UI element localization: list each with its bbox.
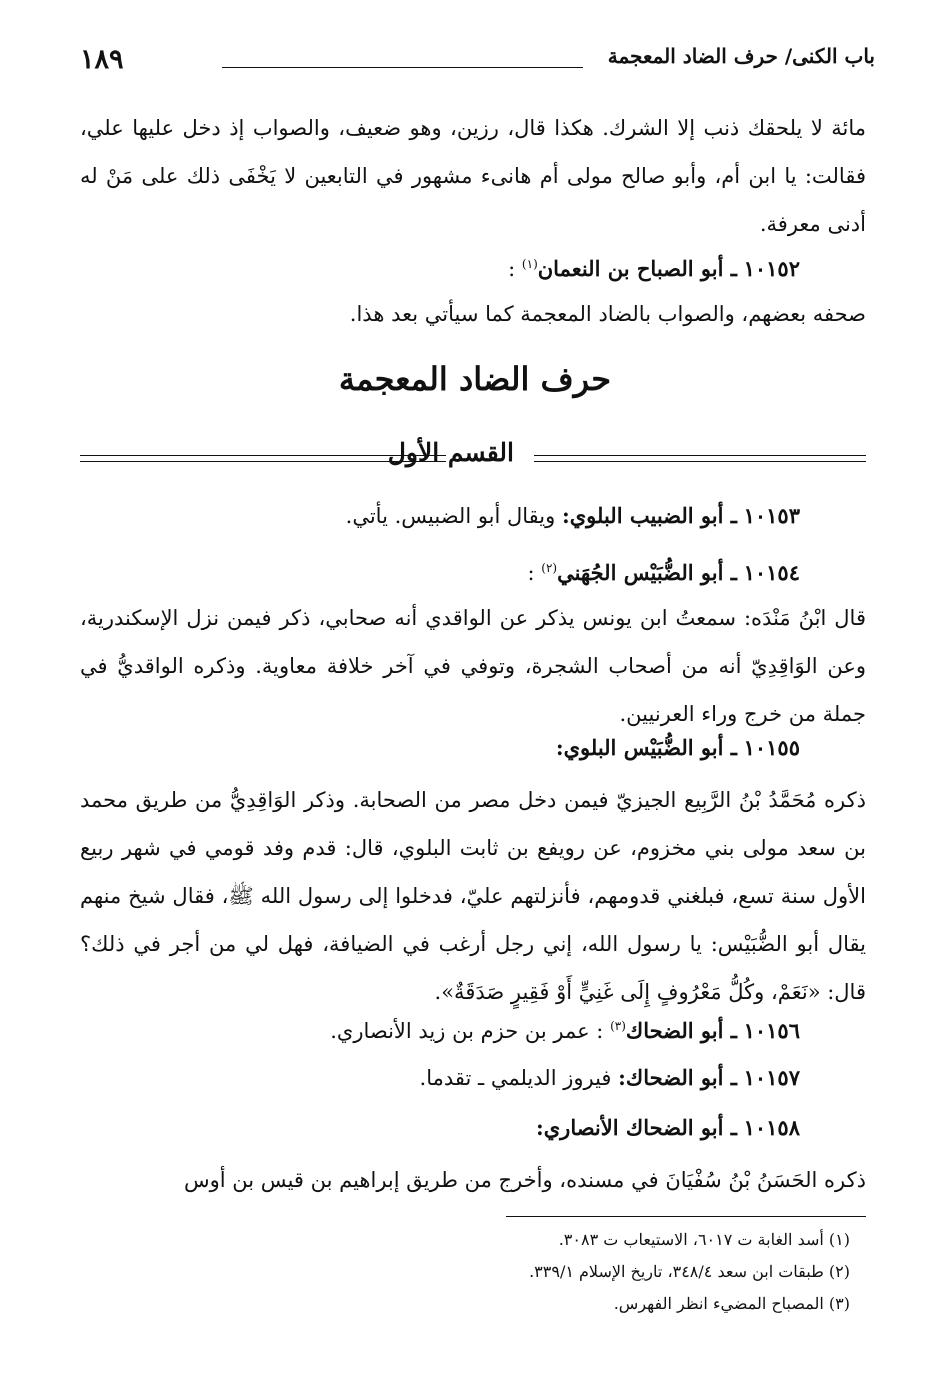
entry-number: ١٠١٥٢	[743, 256, 800, 281]
entry-name: ـ أبو الضحاك الأنصاري:	[535, 1115, 737, 1140]
entry-10156	[80, 1002, 800, 1055]
entry-name: ـ أبو الضُّبَيْس البلوي:	[555, 735, 737, 760]
subsection-heading	[80, 438, 866, 478]
section-title: حرف الضاد المعجمة	[338, 360, 612, 398]
footnote-2: (٢) طبقات ابن سعد ٣٤٨/٤، تاريخ الإسلام ٣٣٩/١.	[529, 1262, 850, 1281]
entry-rest: : عمر بن حزم بن زيد الأنصاري.	[330, 1019, 604, 1043]
footnote-1: (١) أسد الغابة ت ٦٠١٧، الاستيعاب ت ٣٠٨٣.	[558, 1230, 850, 1249]
entry-number: ١٠١٥٧	[743, 1065, 800, 1090]
entry-name: ـ أبو الضحاك:	[618, 1065, 737, 1090]
entry-number: ١٠١٥٥	[743, 735, 800, 760]
entry-name: ـ أبو الضحاك	[625, 1018, 737, 1043]
paragraph-10158: ذكره الحَسَنُ بْنُ سُفْيَانَ في مسنده، وأخرج من طريق إبراهيم بن قيس بن أوس	[184, 1168, 866, 1192]
paragraph-10155: ذكره مُحَمَّدُ بْنُ الرَّبِيع الجيزيّ فيمن دخل مصر من الصحابة. وذكر الوَاقِدِيُّ من طريق محمد بن سعد مولى بني مخزوم، عن رويفع بن ثابت البلوي، قال: قدم وفد قومي في شهر ربيع الأول سنة تسع، فبلغني قدومهم، فأنزلتهم عليّ، فدخلوا إلى رسول الله ﷺ، فقال شيخ منهم يقال أبو الضُّبَيْس: يا رسول الله، إني رجل أرغب في الضيافة، فهل لي من أجر في ذلك؟ قال: «نَعَمْ، وكُلُّ مَعْرُوفٍ إِلَى غَنِيٍّ أَوْ فَقِيرٍ صَدَقَةٌ».	[80, 788, 866, 1004]
entry-10157	[80, 1054, 800, 1102]
double-rule-right	[534, 455, 866, 462]
entry-10153	[80, 492, 800, 540]
running-title: باب الكنى/ حرف الضاد المعجمة	[607, 44, 875, 68]
entry-rest: :	[527, 561, 535, 585]
subsection-title: القسم الأول	[387, 438, 514, 467]
paragraph-10154: قال ابْنُ مَنْدَه: سمعتُ ابن يونس يذكر عن الواقدي أنه صحابي، ذكر فيمن نزل الإسكندرية، وعن الوَاقِدِيّ أنه من أصحاب الشجرة، وتوفي في آخر خلافة معاوية. وذكره الواقديُّ في جملة من خرج وراء العرنيين.	[80, 606, 866, 726]
footnote-ref: (١)	[521, 257, 538, 271]
entry-number: ١٠١٥٤	[743, 560, 800, 585]
page-number: ١٨٩	[80, 44, 124, 75]
entry-name: ـ أبو الضبيب البلوي:	[561, 503, 737, 528]
footnote-rule	[506, 1216, 866, 1217]
paragraph-10152: صحفه بعضهم، والصواب بالضاد المعجمة كما سيأتي بعد هذا.	[349, 302, 866, 326]
entry-10154	[80, 544, 800, 597]
entry-rest: ويقال أبو الضبيس. يأتي.	[345, 504, 556, 528]
entry-number: ١٠١٥٦	[743, 1018, 800, 1043]
entry-rest: :	[508, 257, 516, 281]
entry-10152	[80, 240, 800, 293]
entry-10155	[80, 724, 800, 772]
entry-number: ١٠١٥٣	[743, 503, 800, 528]
footnote-ref: (٢)	[541, 561, 558, 575]
top-paragraph: مائة لا يلحقك ذنب إلا الشرك. هكذا قال، رزين، وهو ضعيف، والصواب إذ دخل عليها علي، فقالت: يا ابن أم، وأبو صالح مولى أم هانىء مشهور في التابعين لا يَخْفَى ذلك على مَنْ له أدنى معرفة.	[80, 116, 866, 236]
running-header	[80, 44, 875, 84]
entry-rest: فيروز الديلمي ـ تقدما.	[419, 1066, 612, 1090]
entry-number: ١٠١٥٨	[743, 1115, 800, 1140]
footnote-3: (٣) المصباح المضيء انظر الفهرس.	[613, 1294, 850, 1313]
entry-name: ـ أبو الصباح بن النعمان	[537, 256, 737, 281]
entry-name: ـ أبو الضُّبَيْس الجُهَني	[557, 560, 737, 585]
header-rule	[222, 67, 583, 68]
entry-10158	[80, 1104, 800, 1152]
footnote-ref: (٣)	[610, 1019, 626, 1033]
